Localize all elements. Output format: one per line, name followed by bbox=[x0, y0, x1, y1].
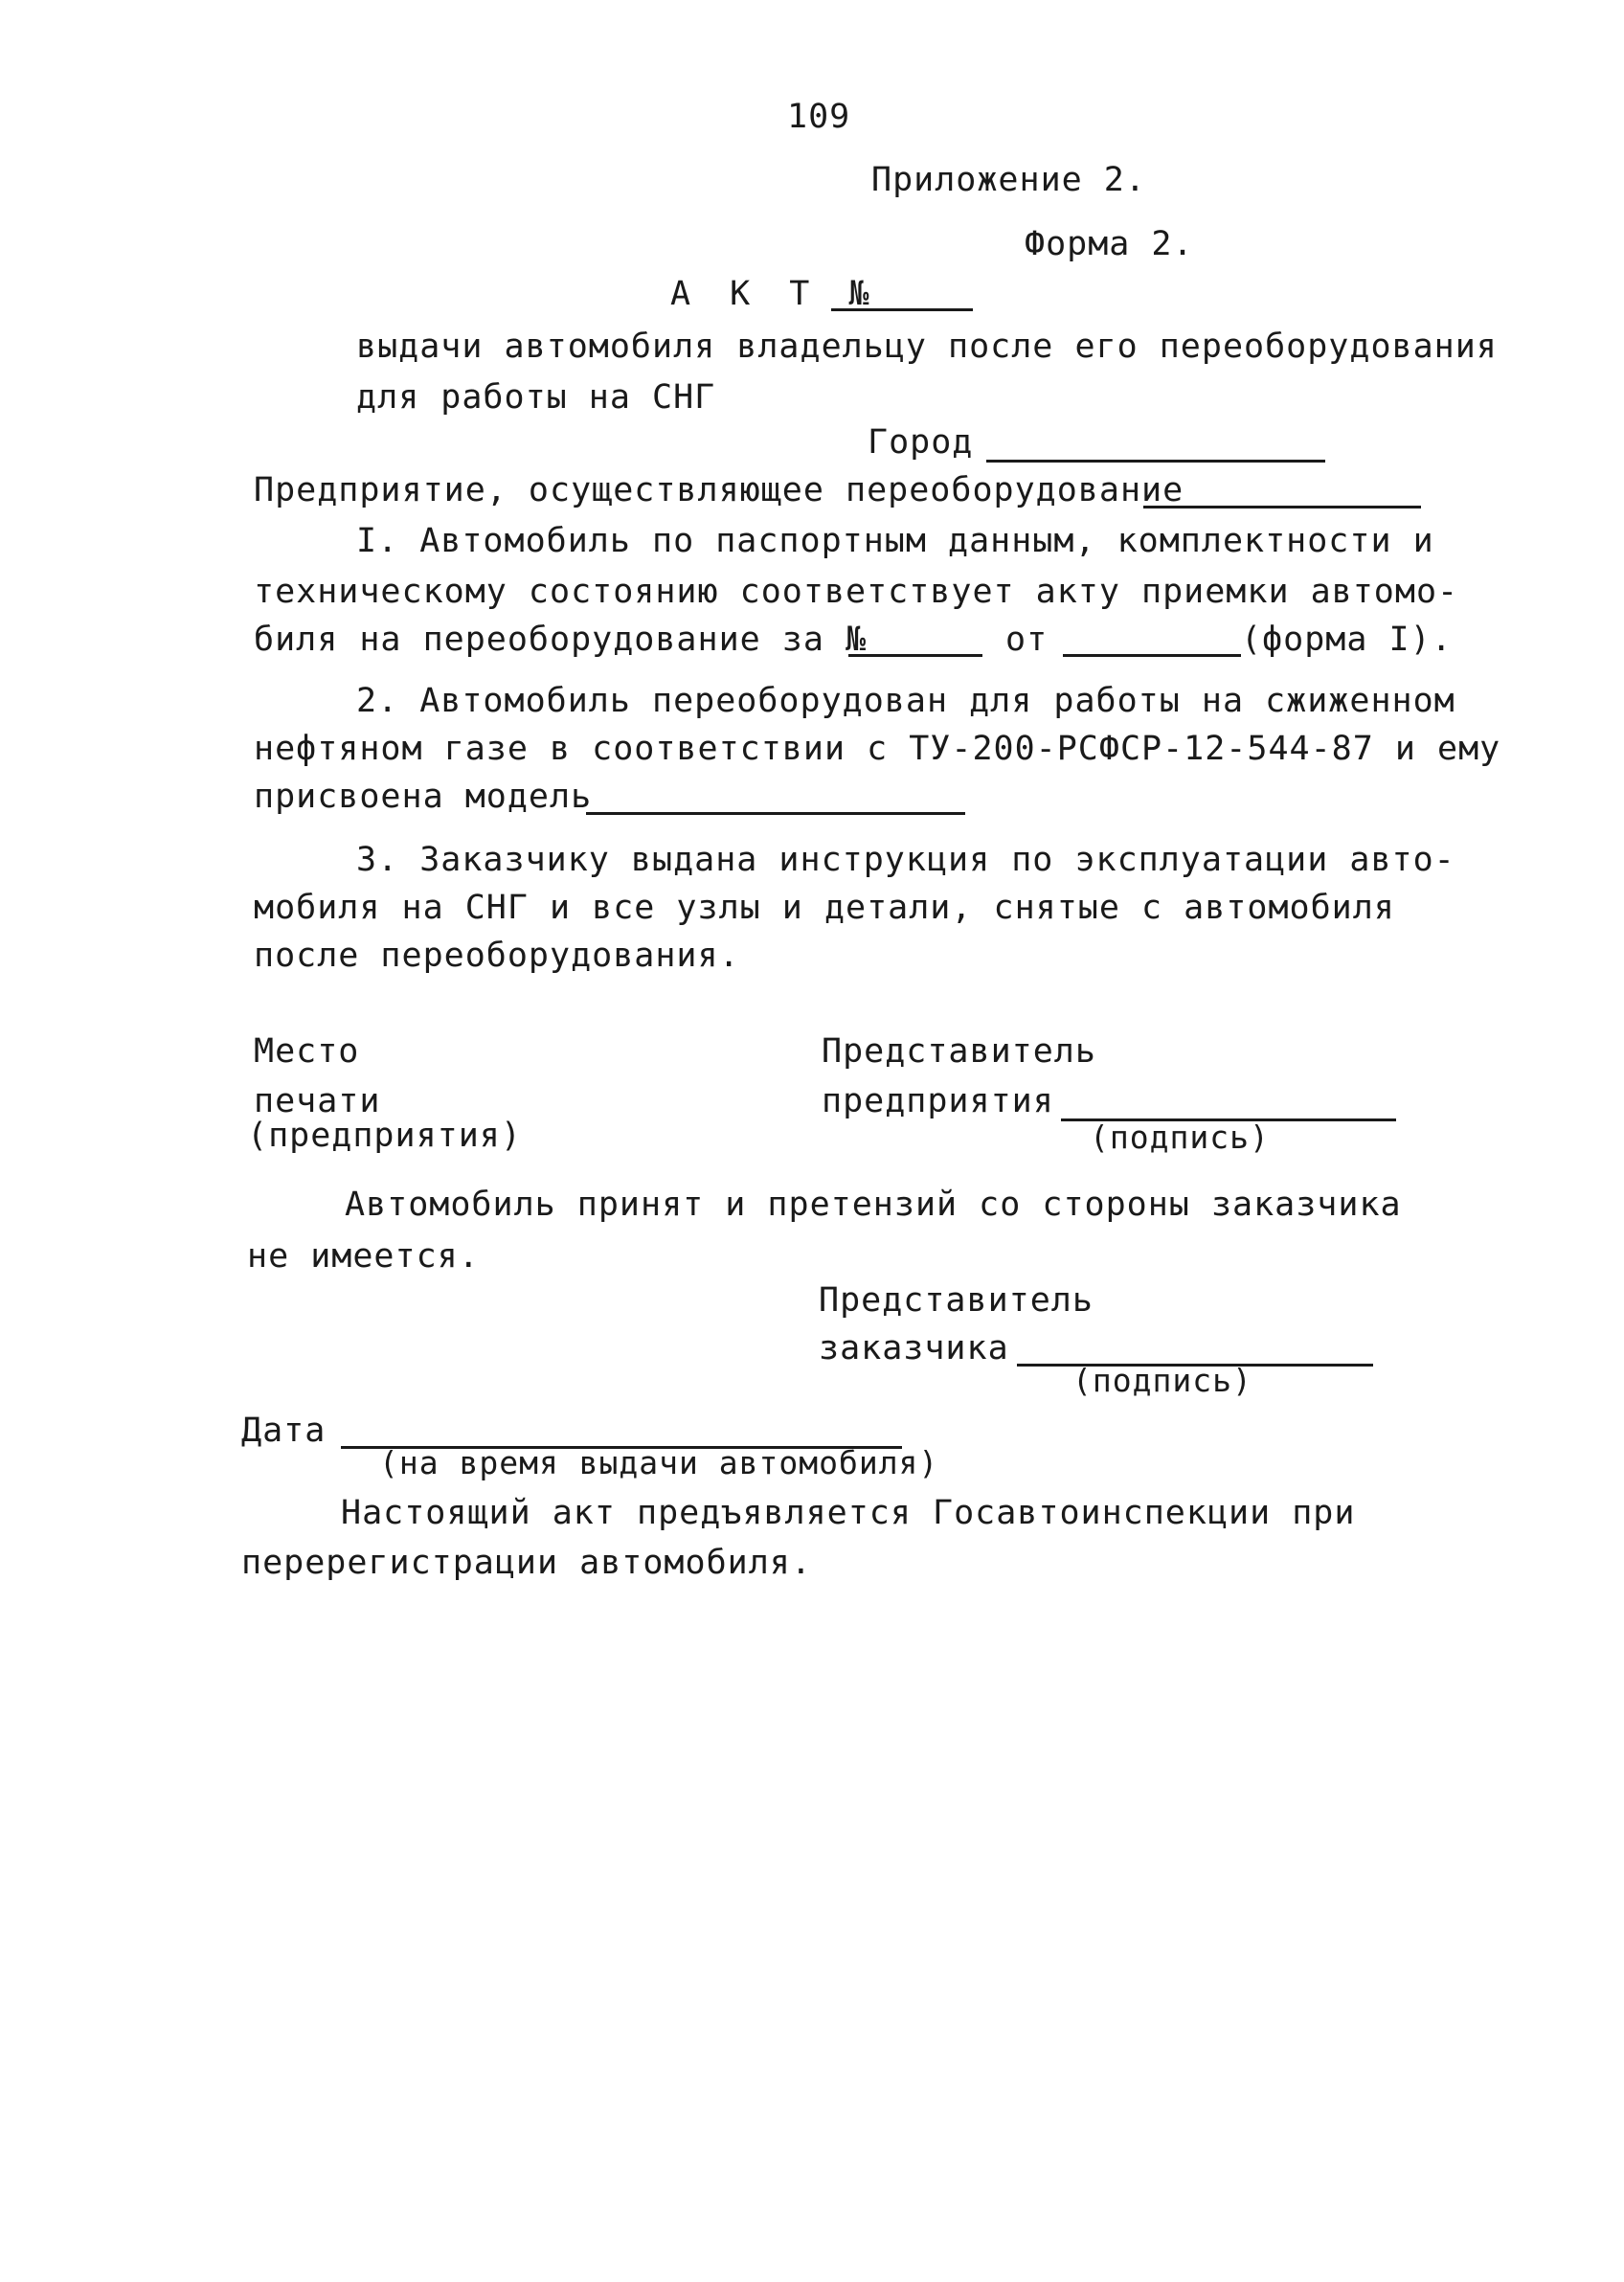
accepted-line-2: не имеется. bbox=[247, 1237, 480, 1276]
paragraph-3-line-1: 3. Заказчику выдана инструкция по эксплуатации авто- bbox=[356, 841, 1455, 879]
paragraph-3-line-3: после переоборудования. bbox=[254, 937, 740, 975]
customer-rep-line-2: заказчика bbox=[819, 1329, 1009, 1367]
date-caption: (на время выдачи автомобиля) bbox=[379, 1444, 939, 1481]
date-label: Дата bbox=[241, 1412, 327, 1450]
stamp-place-line-1: Место bbox=[254, 1032, 360, 1071]
act-number-field[interactable] bbox=[831, 308, 973, 311]
appendix-label: Приложение 2. bbox=[871, 161, 1146, 199]
paragraph-1-line-3a: биля на переоборудование за № bbox=[254, 621, 868, 659]
page-number: 109 bbox=[787, 98, 851, 136]
accepted-line-1: Автомобиль принят и претензий со стороны заказчика bbox=[345, 1186, 1402, 1224]
enterprise-label: Предприятие, осуществляющее переоборудование bbox=[254, 471, 1184, 509]
form-label: Форма 2. bbox=[1025, 225, 1194, 263]
paragraph-1-line-3c: (форма I). bbox=[1241, 621, 1453, 659]
customer-signature-caption: (подпись) bbox=[1072, 1362, 1252, 1399]
paragraph-1-line-3b: от bbox=[1005, 621, 1049, 659]
act-title: А К Т № bbox=[670, 275, 879, 313]
subtitle-line-2: для работы на СНГ bbox=[356, 378, 716, 417]
paragraph-1-line-1: I. Автомобиль по паспортным данным, комплектности и bbox=[356, 522, 1434, 560]
stamp-place-line-3: (предприятия) bbox=[247, 1117, 522, 1155]
enterprise-rep-line-2: предприятия bbox=[822, 1082, 1054, 1120]
paragraph-2-line-2: нефтяном газе в соответствии с ТУ-200-РСФСР-12-544-87 и ему bbox=[254, 730, 1501, 768]
enterprise-signature-caption: (подпись) bbox=[1090, 1118, 1270, 1156]
enterprise-rep-line-1: Представитель bbox=[822, 1032, 1096, 1071]
paragraph-1-line-2: техническому состоянию соответствует акту приемки автомо- bbox=[254, 573, 1459, 611]
final-note-line-1: Настоящий акт предъявляется Госавтоинспекции при bbox=[341, 1494, 1356, 1532]
paragraph-2-line-3: присвоена модель bbox=[254, 778, 593, 816]
customer-rep-line-1: Представитель bbox=[819, 1281, 1094, 1320]
model-field[interactable] bbox=[586, 812, 965, 815]
enterprise-field[interactable] bbox=[1143, 506, 1421, 508]
stamp-place-line-2: печати bbox=[254, 1082, 381, 1120]
subtitle-line-1: выдачи автомобиля владельцу после его переоборудования bbox=[356, 328, 1498, 366]
reception-act-number-field[interactable] bbox=[848, 654, 982, 657]
paragraph-2-line-1: 2. Автомобиль переоборудован для работы на сжиженном bbox=[356, 682, 1455, 720]
city-field[interactable] bbox=[986, 460, 1325, 463]
final-note-line-2: перерегистрации автомобиля. bbox=[241, 1544, 812, 1582]
paragraph-3-line-2: мобиля на СНГ и все узлы и детали, снятые с автомобиля bbox=[254, 889, 1395, 927]
reception-act-date-field[interactable] bbox=[1063, 654, 1241, 657]
city-label: Город bbox=[868, 423, 974, 462]
